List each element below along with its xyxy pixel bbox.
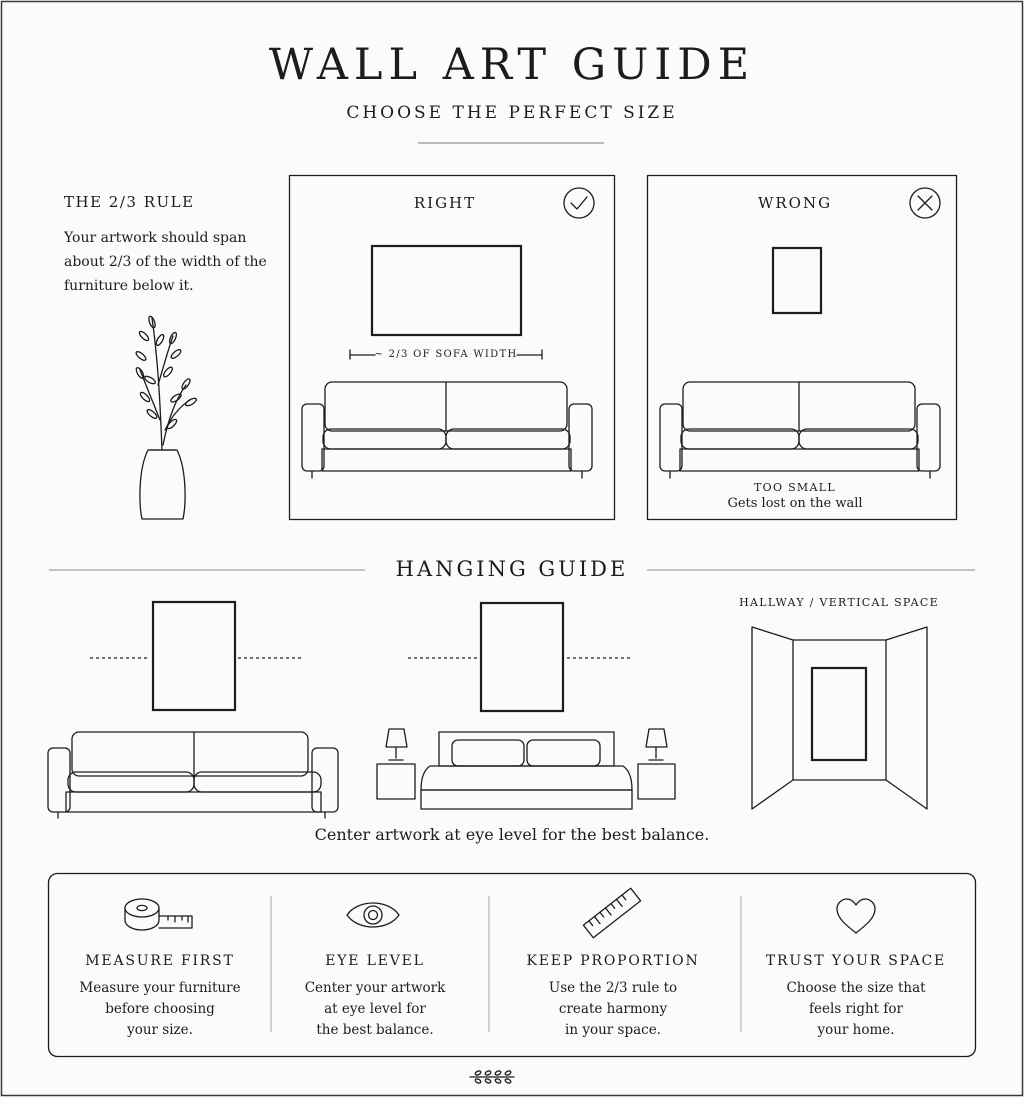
sofa-living xyxy=(48,732,338,818)
tip-desc-measure: Measure your furniture before choosing your size. xyxy=(79,980,241,1038)
living-artwork xyxy=(153,602,235,710)
tip-title-eye-level: EYE LEVEL xyxy=(325,953,425,969)
rule-description: Your artwork should span about 2/3 of the width of the furniture below it. xyxy=(64,230,267,294)
tip-desc-trust: Choose the size that feels right for your home. xyxy=(786,980,926,1038)
tip-title-trust: TRUST YOUR SPACE xyxy=(765,953,947,969)
tip-desc-eye-level: Center your artwork at eye level for the best balance. xyxy=(304,980,446,1038)
rule-title: THE 2/3 RULE xyxy=(64,193,195,211)
tip-title-proportion: KEEP PROPORTION xyxy=(526,953,700,969)
wrong-note-title: TOO SMALL xyxy=(754,481,836,494)
plant-illustration xyxy=(135,316,198,519)
outer-frame xyxy=(2,2,1023,1096)
measure-label: ~ 2/3 OF SOFA WIDTH xyxy=(374,349,518,360)
right-panel-label: RIGHT xyxy=(413,194,477,212)
wrong-artwork xyxy=(773,248,821,313)
hallway-label: HALLWAY / VERTICAL SPACE xyxy=(739,596,939,609)
hallway-artwork xyxy=(812,668,866,760)
eye-icon xyxy=(347,903,399,927)
wrong-panel-frame xyxy=(648,176,957,520)
heart-icon xyxy=(837,899,875,933)
tape-measure-icon xyxy=(125,899,192,930)
wrong-note-text: Gets lost on the wall xyxy=(727,496,863,511)
right-panel-frame xyxy=(290,176,615,520)
wrong-panel-label: WRONG xyxy=(757,194,833,212)
hanging-caption: Center artwork at eye level for the best balance. xyxy=(314,825,710,844)
page-title: WALL ART GUIDE xyxy=(268,40,756,90)
hanging-guide-title: HANGING GUIDE xyxy=(395,557,629,581)
page-subtitle: CHOOSE THE PERFECT SIZE xyxy=(346,103,678,123)
laurel-ornament xyxy=(470,1070,514,1084)
tip-title-measure: MEASURE FIRST xyxy=(85,953,235,969)
sofa-wrong xyxy=(660,382,940,478)
bed-illustration xyxy=(377,729,675,809)
tip-desc-proportion: Use the 2/3 rule to create harmony in your space. xyxy=(548,980,678,1038)
hallway-illustration xyxy=(752,627,927,809)
ruler-icon xyxy=(583,888,640,938)
right-artwork xyxy=(372,246,521,335)
sofa-right xyxy=(302,382,592,478)
bedroom-artwork xyxy=(481,603,563,711)
